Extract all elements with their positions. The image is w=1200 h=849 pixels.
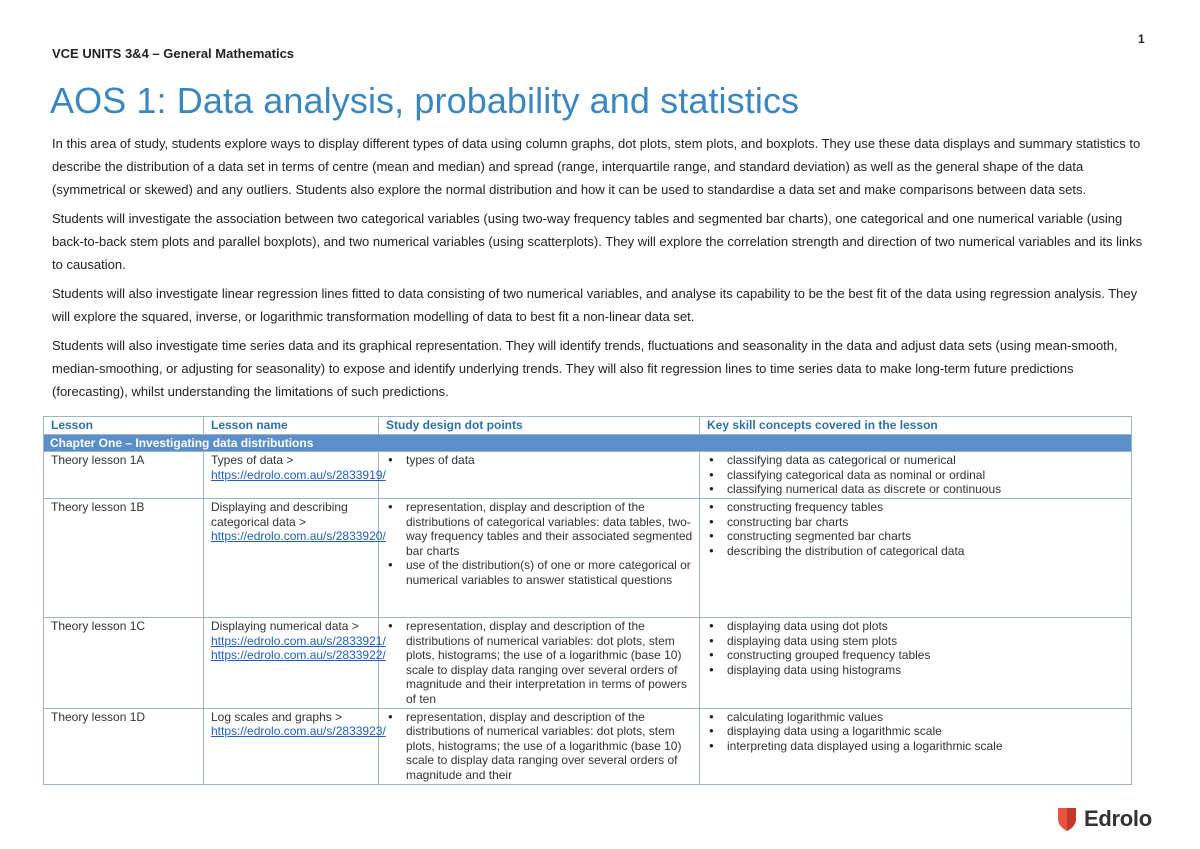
lesson-name: Log scales and graphs > [211,709,343,724]
table-header-row [44,417,1132,435]
lesson-name: Displaying numerical data > [211,618,359,633]
lesson-name-cell [204,452,386,499]
key-skill-item: ● displaying data using histograms [707,663,1125,678]
table-row [44,708,1132,784]
study-design-cell [379,617,700,708]
lesson-name-cell [204,498,386,617]
lesson-name: Types of data > [211,453,294,468]
column-header-lesson: Lesson [44,417,204,435]
key-skill-item: ● interpreting data displayed using a logarithmic scale [707,739,1125,754]
key-skill-item: ● constructing frequency tables [707,500,1125,515]
lesson-link[interactable]: https://edrolo.com.au/s/2833921/ [211,633,386,648]
key-skill-item: ● classifying data as categorical or numerical [707,453,1125,468]
edrolo-logo [1056,806,1152,832]
page-title: AOS 1: Data analysis, probability and statistics [50,80,800,121]
intro-paragraph: Students will investigate the association between two categorical variables (using two-way frequency tables and segmented bar charts), one categorical and one numerical variable (using back-to-back stem plots and parallel boxplots), and two numerical variables (using scatterplots). They will explore the correlation strength and direction of two numerical variables and its links to causation. [52,211,1143,272]
page-number: 1 [1138,32,1145,46]
key-skill-item: ● constructing segmented bar charts [707,529,1125,544]
lesson-link[interactable]: https://edrolo.com.au/s/2833919/ [211,467,386,482]
key-skill-item: ● displaying data using dot plots [707,619,1125,634]
column-header-study-design: Study design dot points [379,417,700,435]
table-row [44,452,1132,499]
table-row [44,617,1132,708]
study-design-point: ● representation, display and description of the distributions of numerical variables: dot plots, stem plots, histograms; the use of a logarithmic (base 10) scale to display data ranging over several orders of magnitude and their [386,710,693,783]
key-skill-item: ● describing the distribution of categorical data [707,544,1125,559]
study-design-point: ● representation, display and description of the distributions of numerical variables: dot plots, stem plots, histograms; the use of a logarithmic (base 10) scale to display data ranging over several orders of magnitude and their interpretation in terms of powers of ten [386,619,693,707]
study-design-point: ● use of the distribution(s) of one or more categorical or numerical variables to answer statistical questions [386,558,693,587]
key-skills-cell [700,452,1132,499]
course-header: VCE UNITS 3&4 – General Mathematics [52,46,295,61]
table-row [44,498,1132,617]
key-skills-cell [700,708,1132,784]
key-skill-item: ● constructing grouped frequency tables [707,648,1125,663]
chapter-row [44,434,1132,452]
lesson-cell: Theory lesson 1C [44,617,204,708]
edrolo-shield-icon [1056,806,1078,832]
lesson-table [43,416,1132,785]
column-header-key-skills: Key skill concepts covered in the lesson [700,417,1132,435]
chapter-title: Chapter One – Investigating data distributions [44,434,1132,452]
intro-paragraph: Students will also investigate time series data and its graphical representation. They will identify trends, fluctuations and seasonality in the data and adjust data sets (using mean-smooth, median-smoothing, or adjusting for seasonality) to expose and identify underlying trends. They will also fit regression lines to time series data to make long-term future predictions (forecasting), whilst understanding the limitations of such predictions. [52,338,1118,399]
lesson-link[interactable]: https://edrolo.com.au/s/2833920/ [211,529,386,544]
lesson-name-cell [204,617,386,708]
lesson-link[interactable]: https://edrolo.com.au/s/2833922/ [211,648,386,663]
key-skills-cell [700,498,1132,617]
intro-paragraph: In this area of study, students explore ways to display different types of data using column graphs, dot plots, stem plots, and boxplots. They use these data displays and summary statistics to describe the distribution of a data set in terms of centre (mean and median) and spread (range, interquartile range, and standard deviation) as well as the general shape of the data (symmetrical or skewed) and any outliers. Students also explore the normal distribution and how it can be used to standardise a data set and make comparisons between data sets. [52,136,1141,197]
lesson-name-cell [204,708,386,784]
logo-text: Edrolo [1084,806,1152,831]
key-skill-item: ● displaying data using a logarithmic scale [707,724,1125,739]
key-skill-item: ● displaying data using stem plots [707,634,1125,649]
lesson-cell: Theory lesson 1A [44,452,204,499]
intro-paragraph: Students will also investigate linear regression lines fitted to data consisting of two numerical variables, and analyse its capability to be the best fit of the data using regression analysis. They will explore the squared, inverse, or logarithmic transformation modelling of data to best fit a non-linear data set. [52,286,1138,324]
column-header-lesson-name: Lesson name [204,417,379,435]
key-skill-item: ● constructing bar charts [707,515,1125,530]
study-design-cell [379,452,700,499]
study-design-cell [379,708,700,784]
lesson-link[interactable]: https://edrolo.com.au/s/2833923/ [211,724,386,739]
key-skill-item: ● classifying categorical data as nominal or ordinal [707,468,1125,483]
intro-text [52,132,1150,409]
study-design-cell [379,498,700,617]
lesson-name: Displaying and describing categorical data > [211,499,348,529]
lesson-cell: Theory lesson 1B [44,498,204,617]
study-design-point: ● types of data [386,453,693,468]
key-skills-cell [700,617,1132,708]
study-design-point: ● representation, display and description of the distributions of categorical variables: data tables, two-way frequency tables and their associated segmented bar charts [386,500,693,558]
lesson-table-container [43,416,1131,785]
key-skill-item: ● calculating logarithmic values [707,710,1125,725]
key-skill-item: ● classifying numerical data as discrete or continuous [707,482,1125,497]
lesson-cell: Theory lesson 1D [44,708,204,784]
